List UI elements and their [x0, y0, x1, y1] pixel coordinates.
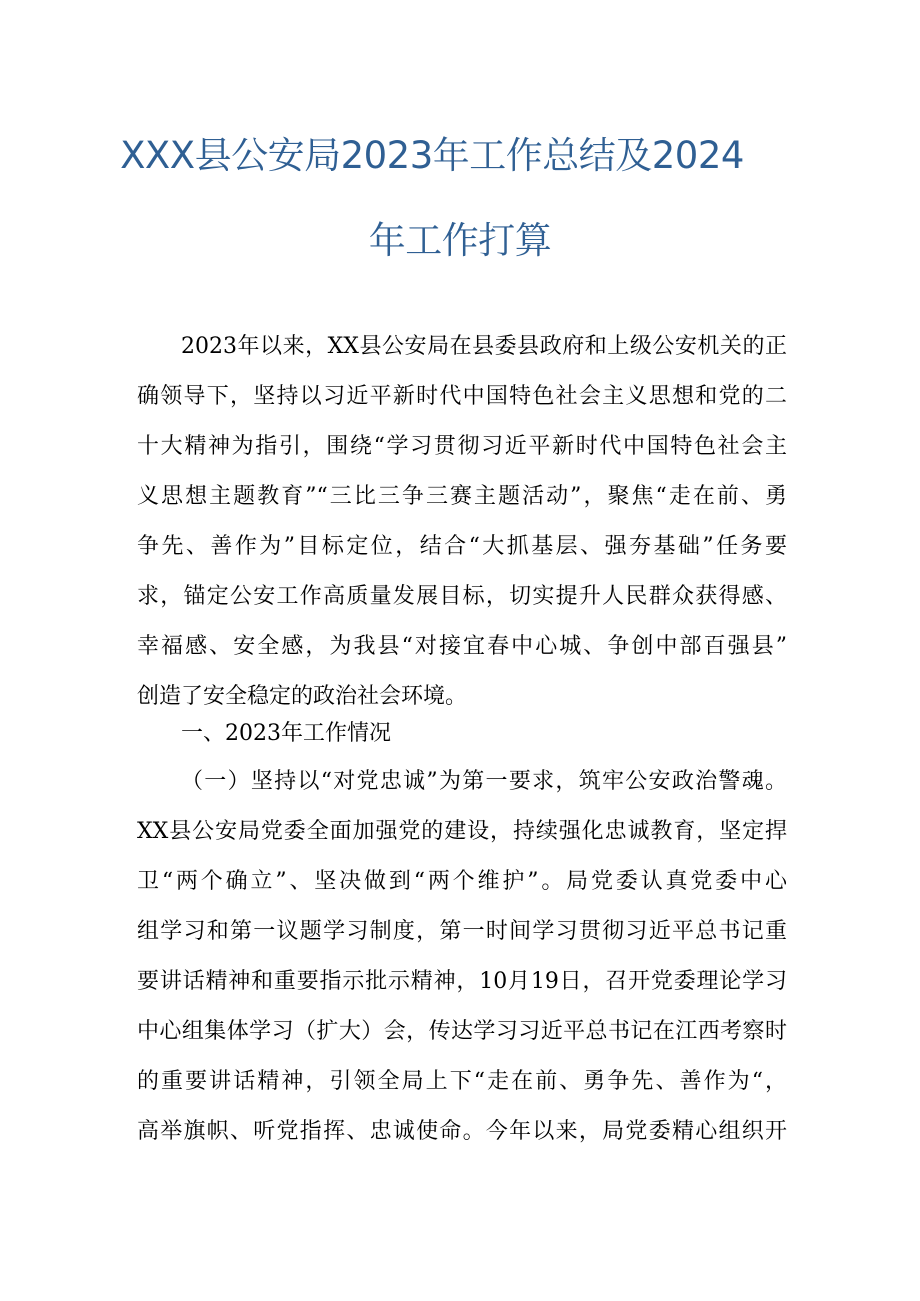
paragraph-line: 幸福感、安全感，为我县“对接宜春中心城、争创中部百强县” [137, 634, 787, 659]
paragraph-line: 义思想主题教育”“三比三争三赛主题活动”，聚焦“走在前、勇 [137, 484, 787, 509]
document-title-line-1: XXX县公安局2023年工作总结及2024 [120, 134, 744, 177]
paragraph-line: 中心组集体学习（扩大）会，传达学习习近平总书记在江西考察时 [137, 1019, 787, 1044]
paragraph-line: 2023年以来，XX县公安局在县委县政府和上级公安机关的正 [181, 334, 787, 359]
paragraph-line: 要讲话精神和重要指示批示精神，10月19日，召开党委理论学习 [137, 969, 787, 994]
paragraph-line: 组学习和第一议题学习制度，第一时间学习贯彻习近平总书记重 [137, 919, 787, 944]
paragraph-line: （一）坚持以“对党忠诚”为第一要求，筑牢公安政治警魂。 [181, 769, 787, 794]
document-title-line-2: 年工作打算 [368, 219, 552, 262]
paragraph-line: 创造了安全稳定的政治社会环境。 [137, 684, 468, 709]
paragraph-line: 的重要讲话精神，引领全局上下“走在前、勇争先、善作为“， [137, 1069, 787, 1094]
paragraph-line: 确领导下，坚持以习近平新时代中国特色社会主义思想和党的二 [137, 384, 787, 409]
paragraph-line: 求，锚定公安工作高质量发展目标，切实提升人民群众获得感、 [137, 584, 787, 609]
paragraph-line: 高举旗帜、听党指挥、忠诚使命。今年以来，局党委精心组织开 [137, 1119, 787, 1144]
section-heading: 一、2023年工作情况 [181, 721, 391, 746]
paragraph-line: 卫“两个确立”、坚决做到“两个维护”。局党委认真党委中心 [137, 869, 787, 894]
paragraph-line: XX县公安局党委全面加强党的建设，持续强化忠诚教育，坚定捍 [137, 819, 787, 844]
paragraph-line: 争先、善作为”目标定位，结合“大抓基层、强夯基础”任务要 [137, 534, 787, 559]
paragraph-line: 十大精神为指引，围绕“学习贯彻习近平新时代中国特色社会主 [137, 434, 787, 459]
